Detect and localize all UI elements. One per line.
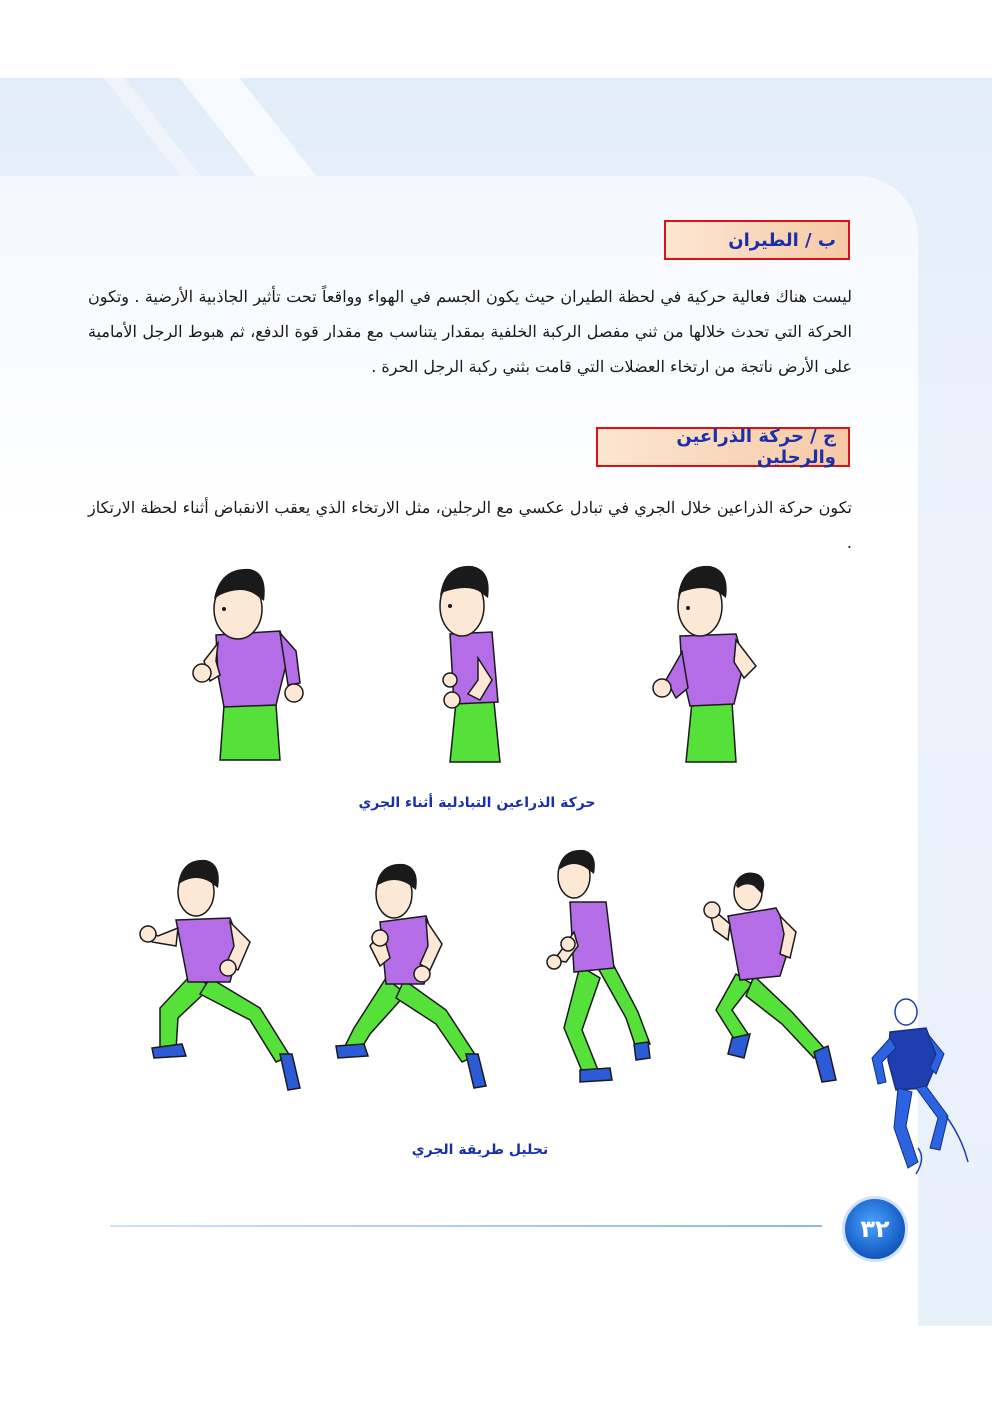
section-c-heading: ج / حركة الذراعين والرجلين [676,426,836,468]
section-c-paragraph: تكون حركة الذراعين خلال الجري في تبادل عكسي مع الرجلين، مثل الارتخاء الذي يعقب الانقباض أثناء لحظة الارتكاز . [88,498,852,552]
running-figure-caption: تحليل طريقة الجري [411,1142,549,1158]
arms-figure-3 [640,562,770,762]
arms-figure-caption: حركة الذراعين التبادلية أثناء الجري [358,795,596,811]
section-c-heading-box [596,427,850,467]
running-figure-3 [540,848,670,1098]
arms-figure-1 [180,565,320,760]
footer-divider [110,1225,822,1227]
running-figure-2 [330,862,500,1092]
running-figure-4 [696,872,846,1092]
decorative-runner-icon [856,998,976,1183]
section-b-heading-box [664,220,850,260]
section-b-paragraph: ليست هناك فعالية حركية في لحظة الطيران حيث يكون الجسم في الهواء وواقعاً تحت تأثير الجاذبية الأرضية . وتكون الحركة التي تحدث خلالها من ثني مفصل الركبة الخلفية بمقدار يتناسب مع مقدار قوة الدفع، ثم هبوط الرجل الأمامية على الأرض ناتجة من ارتخاء العضلات التي قامت بثني ركبة الرجل الحرة . [88,287,852,376]
page-number-badge [842,1196,908,1262]
page-number: ٣٢ [860,1215,890,1243]
section-b-heading: ب / الطيران [728,229,836,251]
running-figure-1 [130,858,310,1098]
arms-figure-2 [420,562,520,762]
